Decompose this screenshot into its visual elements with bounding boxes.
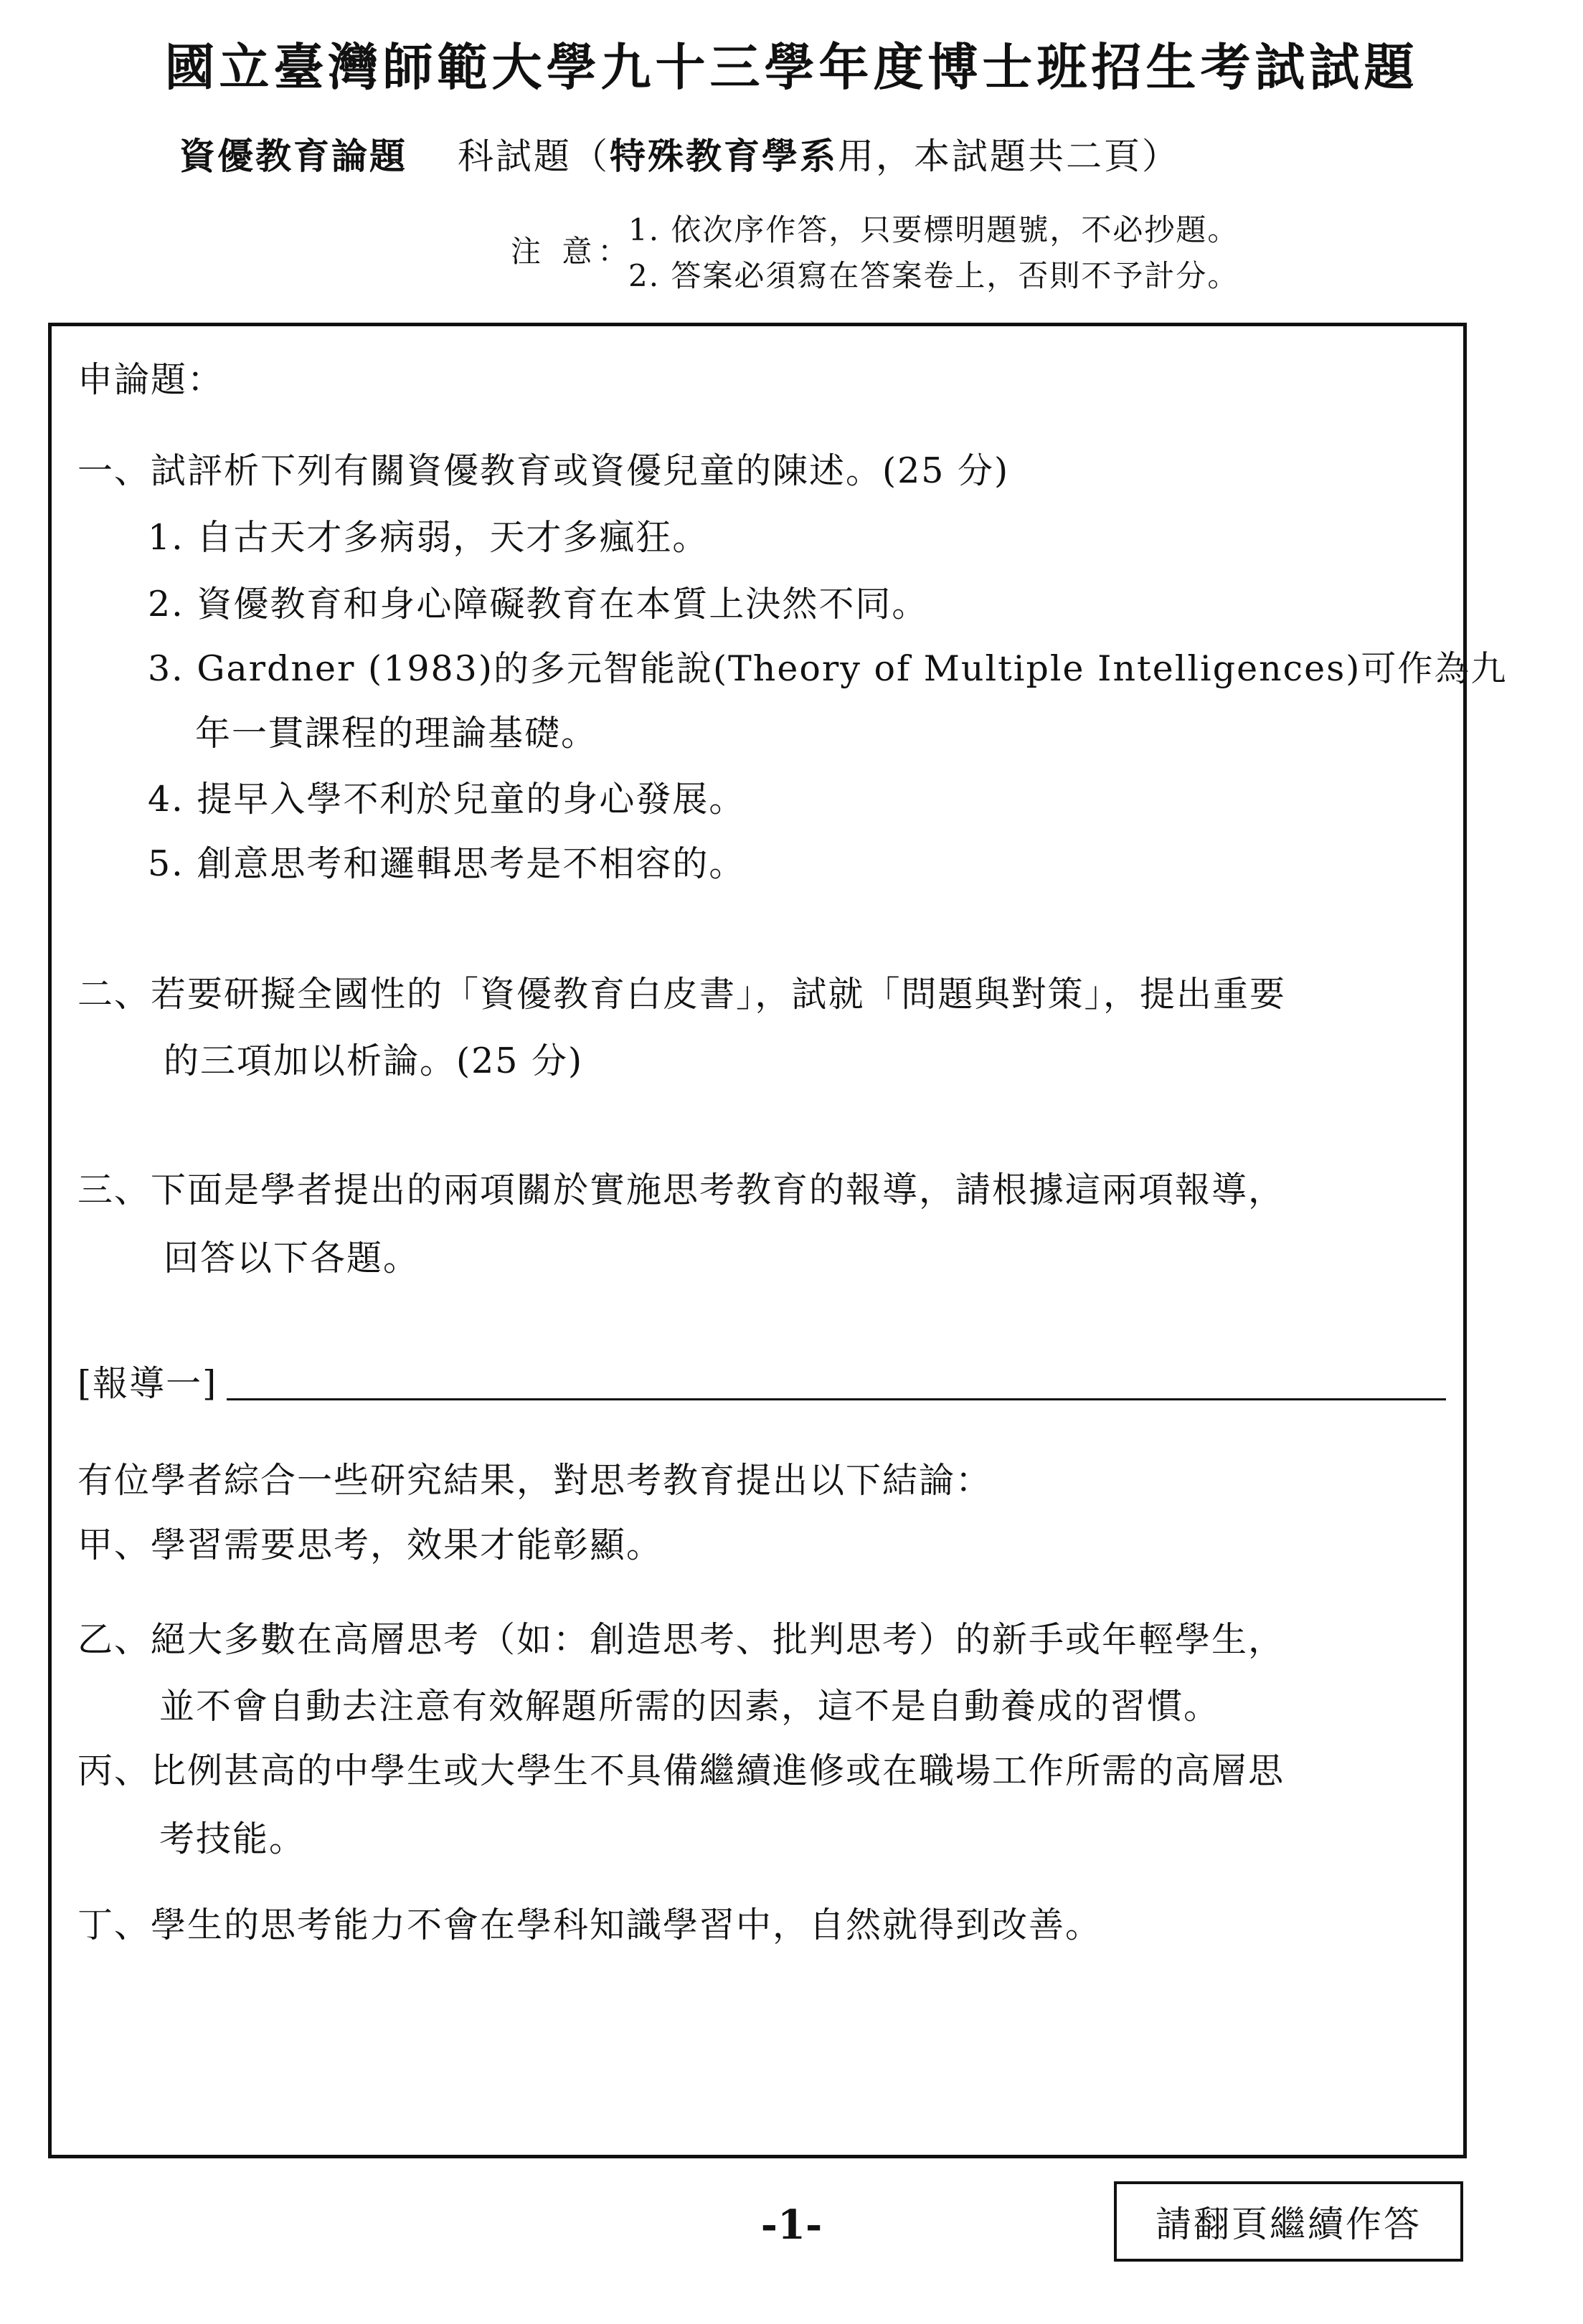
- page-number: -1-: [760, 2201, 823, 2249]
- question-1-item-4: 4. 提早入學不利於兒童的身心發展。: [148, 779, 746, 820]
- section-heading: 申論題：: [77, 359, 225, 400]
- question-3-line-1: 三、下面是學者提出的兩項關於實施思考教育的報導，請根據這兩項報導，: [77, 1170, 1285, 1210]
- notice-item-1: 1. 依次序作答，只要標明題號，不必抄題。: [628, 212, 1239, 247]
- report-1-label: [報導一]: [77, 1363, 218, 1404]
- report-1-intro: 有位學者綜合一些研究結果，對思考教育提出以下結論：: [77, 1460, 993, 1501]
- question-3-line-2: 回答以下各題。: [164, 1238, 420, 1279]
- notice-item-2: 2. 答案必須寫在答案卷上，否則不予計分。: [628, 258, 1239, 293]
- question-1-item-3: 3. Gardner (1983)的多元智能說(Theory of Multiple Intelligences)可作為九: [148, 648, 1508, 689]
- question-2-line-1: 二、若要研擬全國性的「資優教育白皮書」，試就「問題與對策」，提出重要: [77, 974, 1287, 1015]
- report-1-point-b: 乙、絕大多數在高層思考（如：創造思考、批判思考）的新手或年輕學生，: [77, 1619, 1285, 1660]
- question-1-item-3-cont: 年一貫課程的理論基礎。: [195, 713, 598, 754]
- report-1-point-d: 丁、學生的思考能力不會在學科知識學習中，自然就得到改善。: [77, 1905, 1102, 1945]
- department-name: 特殊教育學系: [610, 135, 838, 177]
- question-1-item-1: 1. 自古天才多病弱，天才多瘋狂。: [148, 517, 709, 558]
- notice-label: 注 意：: [511, 234, 634, 269]
- question-2-line-2: 的三項加以析論。(25 分): [164, 1040, 584, 1081]
- report-1-point-a: 甲、學習需要思考，效果才能彰顯。: [77, 1524, 663, 1565]
- subject-name: 資優教育論題: [179, 135, 407, 177]
- question-1-prompt: 一、試評析下列有關資優教育或資優兒童的陳述。(25 分): [77, 450, 1010, 491]
- exam-subtitle: [179, 128, 1180, 179]
- continue-note: 請翻頁繼續作答: [1156, 2204, 1422, 2245]
- continue-note-box: [1114, 2181, 1463, 2262]
- question-1-item-5: 5. 創意思考和邏輯思考是不相容的。: [148, 843, 746, 884]
- subject-suffix: 科試題（: [458, 136, 610, 177]
- report-1-point-c: 丙、比例甚高的中學生或大學生不具備繼續進修或在職場工作所需的高層思: [77, 1750, 1285, 1791]
- report-1-point-c-cont: 考技能。: [159, 1818, 306, 1859]
- usage-note: 用，本試題共二頁）: [838, 136, 1180, 177]
- report-1-point-b-cont: 並不會自動去注意有效解題所需的因素，這不是自動養成的習慣。: [159, 1686, 1221, 1727]
- exam-title: 國立臺灣師範大學九十三學年度博士班招生考試試題: [164, 37, 1419, 97]
- report-1-rule: [227, 1398, 1446, 1400]
- question-1-item-2: 2. 資優教育和身心障礙教育在本質上決然不同。: [148, 584, 929, 625]
